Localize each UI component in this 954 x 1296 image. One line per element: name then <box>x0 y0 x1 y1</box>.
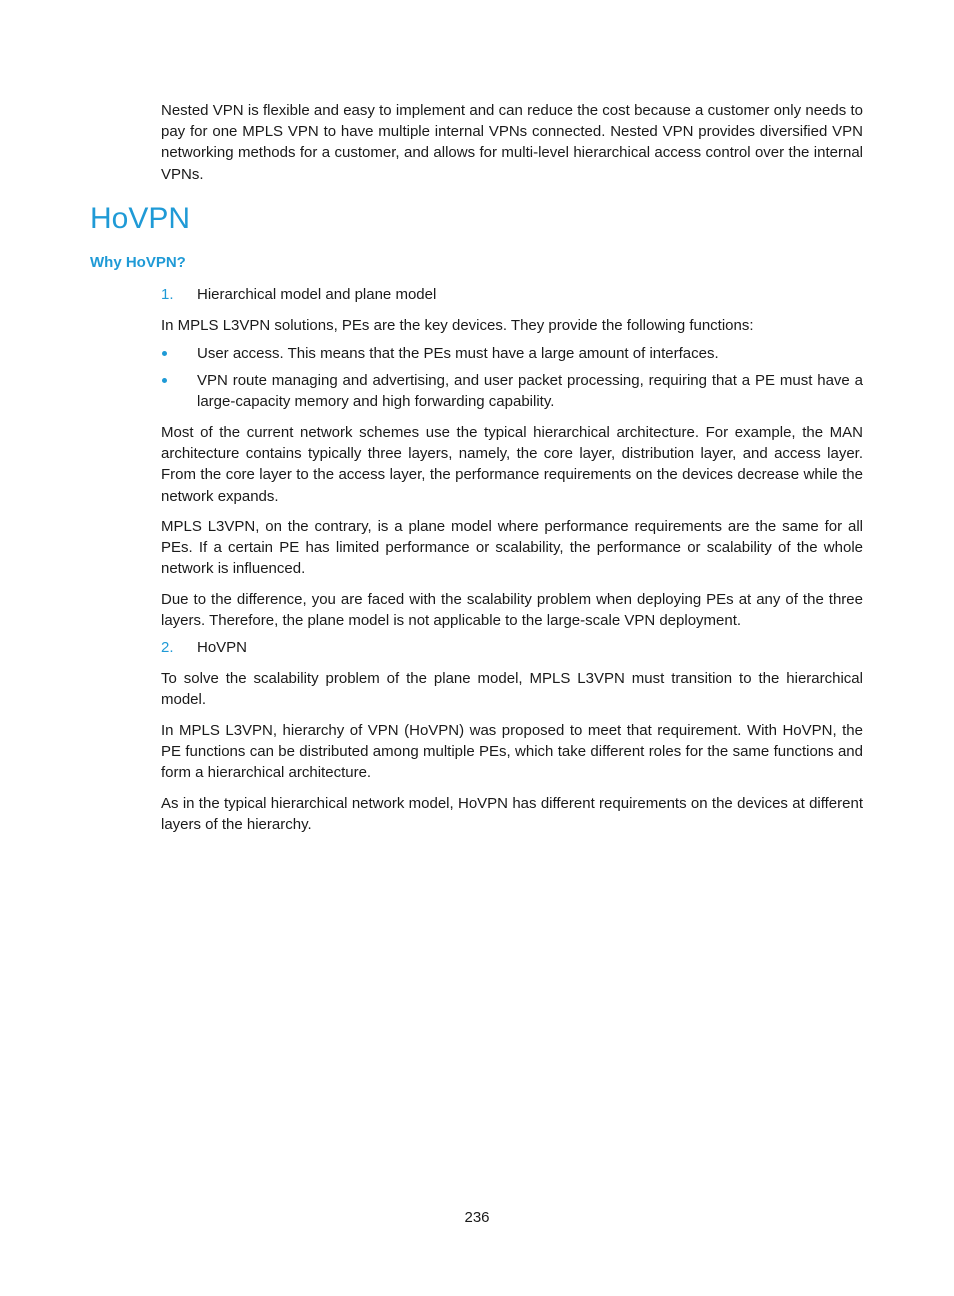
section-title: HoVPN <box>90 202 191 235</box>
item-number: 2. <box>161 639 174 656</box>
bullet-text: VPN route managing and advertising, and user packet processing, requiring that a PE must have a large-capacity memory and high forwarding capability. <box>197 372 863 411</box>
solve-paragraph: To solve the scalability problem of the plane model, MPLS L3VPN must transition to the hierarchical model. <box>161 670 863 709</box>
typical-paragraph: As in the typical hierarchical network model, HoVPN has different requirements on the devices at different layers of the hierarchy. <box>161 795 863 834</box>
pe-intro-paragraph: In MPLS L3VPN solutions, PEs are the key devices. They provide the following functions: <box>161 317 754 334</box>
page-number: 236 <box>464 1209 490 1226</box>
subsection-title: Why HoVPN? <box>90 254 186 271</box>
intro-paragraph: Nested VPN is flexible and easy to implement and can reduce the cost because a customer only needs to pay for one MPLS VPN to have multiple internal VPNs connected. Nested VPN provides diversified VPN networking methods for a customer, and allows for multi-level hierarchical access control over the internal VPNs. <box>161 102 863 183</box>
plane-paragraph: MPLS L3VPN, on the contrary, is a plane model where performance requirements are the same for all PEs. If a certain PE has limited performance or scalability, the performance or scalability of the whole network is influenced. <box>161 518 863 578</box>
bullet-text: User access. This means that the PEs must have a large amount of interfaces. <box>197 345 719 362</box>
bullet-dot-icon <box>162 351 167 356</box>
item-label: Hierarchical model and plane model <box>197 286 437 303</box>
hierarchical-paragraph: Most of the current network schemes use the typical hierarchical architecture. For example, the MAN architecture contains typically three layers, namely, the core layer, distribution layer, and access layer. From the core layer to the access layer, the performance requirements on the devices decrease while the network expands. <box>161 424 863 505</box>
bullet-dot-icon <box>162 378 167 383</box>
difference-paragraph: Due to the difference, you are faced with the scalability problem when deploying PEs at any of the three layers. Therefore, the plane model is not applicable to the large-scale VPN deployment. <box>161 591 863 630</box>
item-number: 1. <box>161 286 174 303</box>
item-label: HoVPN <box>197 639 248 656</box>
hovpn-paragraph: In MPLS L3VPN, hierarchy of VPN (HoVPN) was proposed to meet that requirement. With HoVPN, the PE functions can be distributed among multiple PEs, which take different roles for the same functions and form a hierarchical architecture. <box>161 722 863 782</box>
